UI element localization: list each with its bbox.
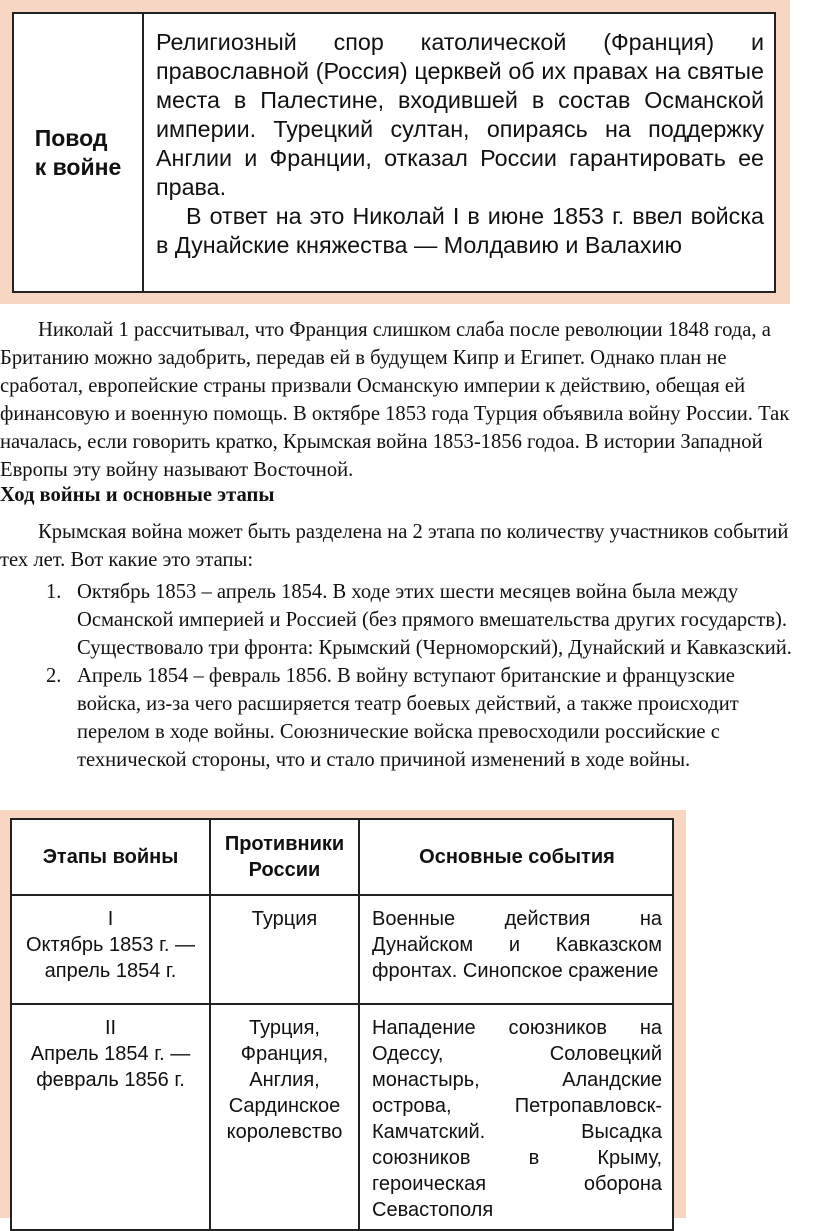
list-item	[0, 578, 800, 662]
reason-text-cell	[144, 14, 774, 291]
list-item	[0, 662, 800, 774]
stage-dates-end: февраль 1856 г.	[36, 1069, 185, 1091]
reason-label: Повод к войне	[34, 124, 122, 180]
table-row	[11, 895, 673, 1004]
stage-dates-start: Апрель 1854 г. —	[30, 1043, 191, 1065]
opponent: Турция,	[248, 1017, 320, 1039]
stage-number: II	[104, 1017, 117, 1039]
reason-label-cell	[14, 14, 144, 291]
opponent: Турция	[251, 908, 318, 930]
opponents-cell	[210, 895, 359, 1004]
paragraph-intro: Николай 1 рассчитывал, что Франция слишком слаба после революции 1848 года, а Британию можно задобрить, передав ей в будущем Кипр и Египет. Однако план не сработал, европейские страны призвали Османскую империи к действию, обещая ей финансовую и военную помощь. В октябре 1853 года Турция объявила войну России. Так началась, если говорить кратко, Крымская война 1853-1856 годоа. В истории Западной Европы эту войну называют Восточной.	[0, 319, 790, 481]
opponent: Сардинское	[228, 1095, 341, 1117]
table-header-row	[11, 819, 673, 895]
list-item-number: 1.	[46, 581, 62, 603]
opponent: Франция,	[240, 1043, 329, 1065]
stage-dates-end: апрель 1854 г.	[44, 960, 177, 982]
events-cell: Военные действия на Дунайском и Кавказском фронтах. Синопское сражение	[359, 895, 673, 1004]
list-item-text: Октябрь 1853 – апрель 1854. В ходе этих шести месяцев война была между Османской империей и Россией (без прямого вмешательства других государств). Существовало три фронта: Крымский (Черноморский), Дунайский и Кавказский.	[77, 581, 792, 659]
reason-box	[0, 0, 790, 304]
opponents-cell	[210, 1004, 359, 1230]
reason-text-p2: В ответ на это Николай I в июне 1853 г. ввел войска в Дунайские княжества — Молдавию и Валахию	[156, 203, 764, 258]
list-item-text: Апрель 1854 – февраль 1856. В войну вступают британские и французские войска, из-за чего расширяется театр боевых действий, а также происходит перелом в ходе войны. Союзнические войска превосходили российские с технической стороны, что и стало причиной изменений в ходе войны.	[77, 665, 739, 771]
header-opponents-text: Противники России	[224, 833, 345, 881]
stage-cell	[11, 1004, 210, 1230]
list-item-number: 2.	[46, 665, 62, 687]
stages-list	[0, 578, 800, 774]
opponent: королевство	[226, 1121, 343, 1143]
header-opponents	[210, 819, 359, 895]
reason-table	[12, 12, 776, 293]
opponent: Англия,	[249, 1069, 320, 1091]
stages-table-box	[0, 810, 686, 1221]
section-heading: Ход войны и основные этапы	[0, 484, 275, 506]
header-stages: Этапы войны	[11, 819, 210, 895]
header-events: Основные события	[359, 819, 673, 895]
reason-text-p1: Религиозный спор католической (Франция) и православной (Россия) церквей об их правах на святые места в Палестине, входившей в состав Османской империи. Турецкий султан, опираясь на поддержку Англии и Франции, отказал России гарантировать ее права.	[156, 29, 764, 200]
stages-table	[10, 818, 674, 1231]
paragraph-stages-intro: Крымская война может быть разделена на 2 этапа по количеству участников событий тех лет. Вот какие это этапы:	[0, 521, 789, 571]
table-row	[11, 1004, 673, 1230]
stage-number: I	[107, 908, 114, 930]
events-cell: Нападение союзников на Одессу, Соловецкий монастырь, Аландские острова, Петропавловск-Камчатский. Высадка союзников в Крыму, героическая оборона Севастополя	[359, 1004, 673, 1230]
stage-cell	[11, 895, 210, 1004]
stage-dates-start: Октябрь 1853 г. —	[25, 934, 196, 956]
